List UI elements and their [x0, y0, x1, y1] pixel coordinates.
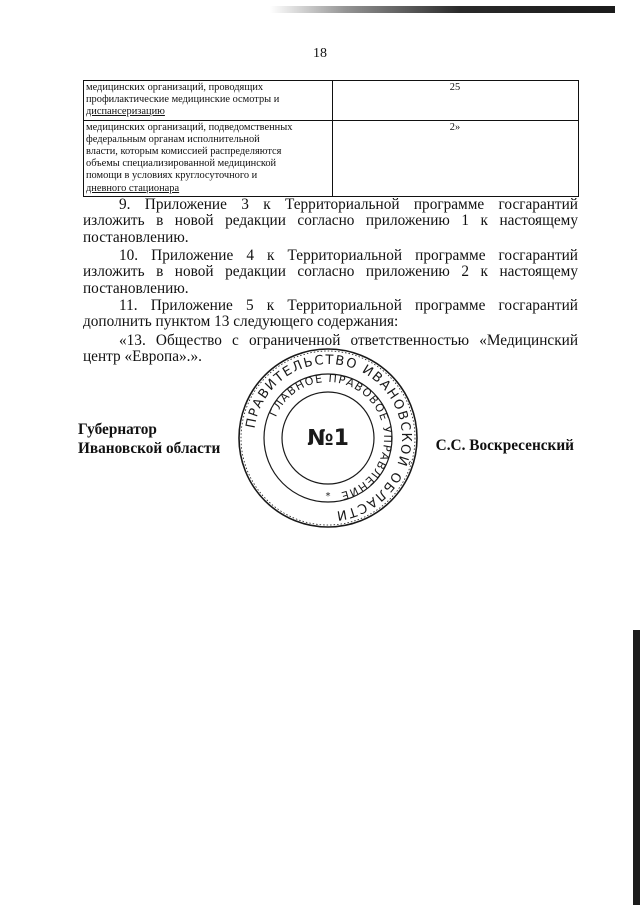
cell-line: медицинских организаций, проводящих [86, 82, 264, 93]
signature-title-line: Ивановской области [78, 440, 221, 457]
cell-line: объемы специализированной медицинской [86, 158, 277, 170]
table-cell-description [84, 120, 333, 196]
signature-title-line: Губернатор [78, 421, 157, 438]
cell-line: помощи в условиях круглосуточного и [86, 170, 258, 182]
table-cell-value: 25 [333, 81, 579, 121]
cell-line: профилактические медицинские осмотры и [86, 94, 280, 106]
paragraph-13-quote: «13. Общество с ограниченной ответственностью «Медицинский центр «Европа».». [83, 332, 578, 366]
cell-line: медицинских организаций, подведомственных [86, 121, 293, 133]
table-row [84, 81, 579, 121]
cell-line-underlined: диспансеризацию [86, 106, 165, 118]
paragraph-11: 11. Приложение 5 к Территориальной программе госгарантий дополнить пунктом 13 следующего содержания: [83, 297, 578, 331]
paragraph-9: 9. Приложение 3 к Территориальной программе госгарантий изложить в новой редакции согласно приложению 1 к настоящему постановлению. [83, 196, 578, 246]
scan-artifact-edge [633, 630, 640, 905]
paragraph-10: 10. Приложение 4 к Территориальной программе госгарантий изложить в новой редакции согласно приложению 2 к настоящему постановлению. [83, 247, 578, 297]
seal-inner-text: ГЛАВНОЕ ПРАВОВОЕ УПРАВЛЕНИЕ [266, 371, 395, 503]
quota-table [83, 80, 579, 197]
table-cell-description [84, 81, 333, 121]
official-seal [237, 347, 419, 529]
table-cell-value: 2» [333, 120, 579, 196]
page-number: 18 [313, 46, 327, 61]
signature-name: С.С. Воскресенский [435, 437, 574, 454]
cell-line: федеральным органам исполнительной [86, 133, 260, 145]
seal-star-icon: * [325, 491, 331, 502]
cell-line-underlined: дневного стационара [86, 182, 180, 194]
seal-number: №1 [307, 426, 349, 451]
scan-artifact-top [270, 6, 615, 13]
table-row [84, 120, 579, 196]
signature-title [78, 420, 220, 458]
seal-outer-text: ПРАВИТЕЛЬСТВО ИВАНОВСКОЙ ОБЛАСТИ [243, 352, 414, 523]
cell-line: власти, которым комиссией распределяются [86, 146, 282, 158]
